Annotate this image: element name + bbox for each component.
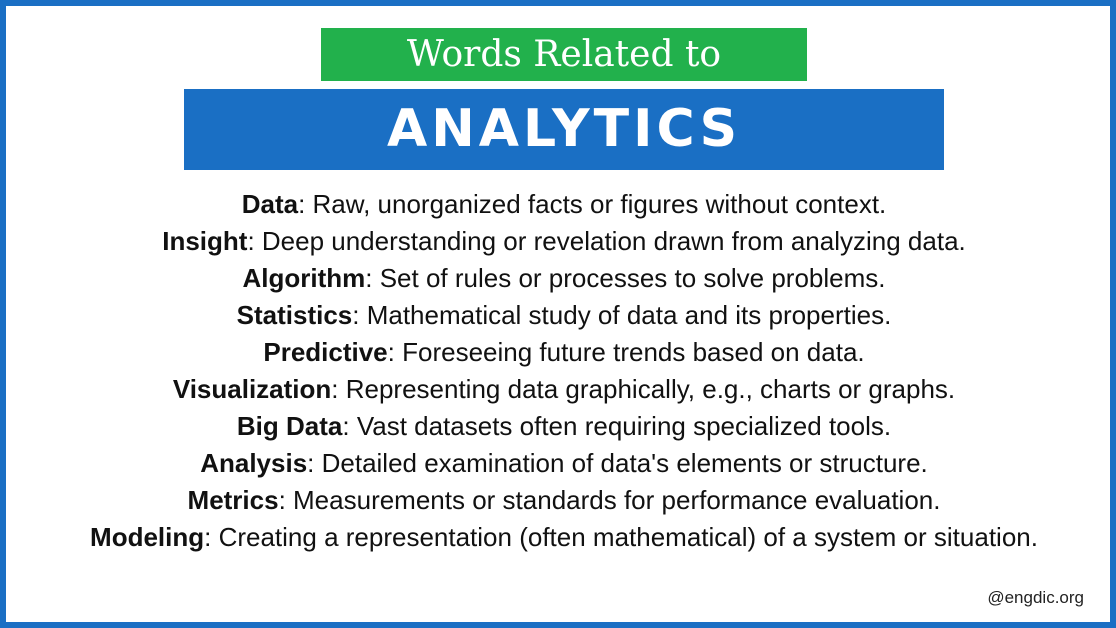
- term-word: Analysis: [200, 448, 308, 478]
- term-definition: : Detailed examination of data's elements or structure.: [307, 448, 928, 478]
- term-item-analysis: [36, 445, 1092, 482]
- term-item-statistics: [36, 297, 1092, 334]
- title-banner: ANALYTICS: [184, 89, 944, 170]
- term-item-visualization: [36, 371, 1092, 408]
- term-item-modeling: [36, 519, 1092, 556]
- term-item-algorithm: [36, 260, 1092, 297]
- term-definition: : Mathematical study of data and its properties.: [352, 300, 892, 330]
- term-word: Data: [241, 189, 299, 219]
- term-word: Modeling: [90, 522, 205, 552]
- term-definition: : Measurements or standards for performance evaluation.: [278, 485, 941, 515]
- term-definition: : Creating a representation (often mathematical) of a system or situation.: [204, 522, 1038, 552]
- term-definition: : Vast datasets often requiring specialized tools.: [342, 411, 892, 441]
- term-word: Big Data: [236, 411, 343, 441]
- site-credit: @engdic.org: [987, 588, 1084, 607]
- term-definition: : Raw, unorganized facts or figures without context.: [298, 189, 887, 219]
- term-definition: : Deep understanding or revelation drawn from analyzing data.: [247, 226, 966, 256]
- term-word: Visualization: [172, 374, 332, 404]
- term-word: Algorithm: [242, 263, 366, 293]
- term-word: Statistics: [236, 300, 353, 330]
- term-item-metrics: [36, 482, 1092, 519]
- term-list: [36, 186, 1092, 556]
- term-word: Metrics: [187, 485, 279, 515]
- subtitle-banner: Words Related to: [321, 28, 807, 81]
- term-item-insight: [36, 223, 1092, 260]
- term-item-predictive: [36, 334, 1092, 371]
- term-definition: : Foreseeing future trends based on data.: [387, 337, 865, 367]
- term-definition: : Set of rules or processes to solve problems.: [365, 263, 886, 293]
- term-word: Predictive: [263, 337, 388, 367]
- term-item-data: [36, 186, 1092, 223]
- term-word: Insight: [162, 226, 248, 256]
- term-definition: : Representing data graphically, e.g., charts or graphs.: [331, 374, 956, 404]
- term-item-big-data: [36, 408, 1092, 445]
